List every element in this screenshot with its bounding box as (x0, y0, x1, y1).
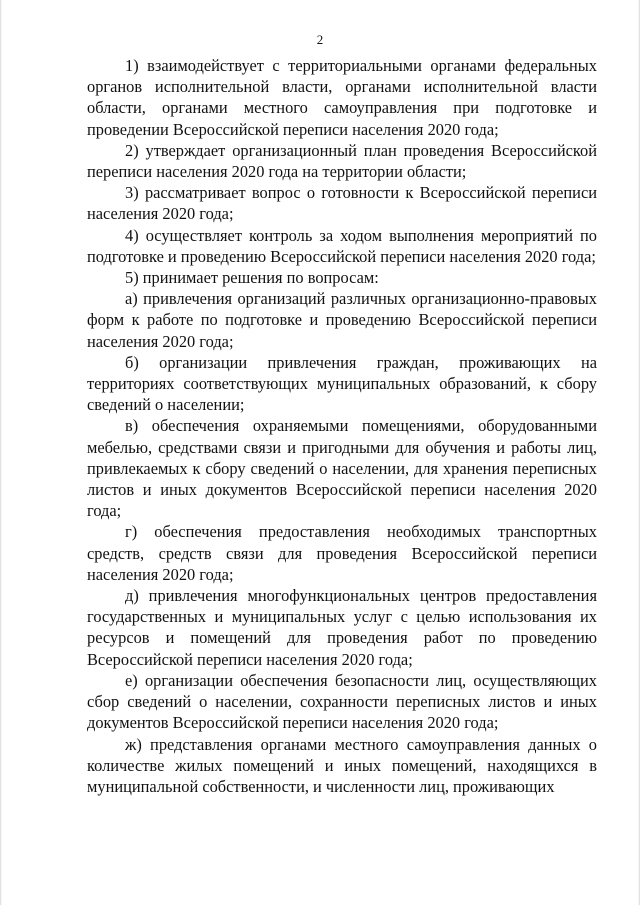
paragraph-item-3: 3) рассматривает вопрос о готовности к Всероссийской переписи населения 2020 года; (87, 183, 597, 224)
page-number: 2 (316, 32, 324, 47)
paragraph-item-5: 5) принимает решения по вопросам: (125, 268, 379, 288)
scan-edge-left (0, 0, 2, 905)
paragraph-item-1: 1) взаимодействует с территориальными органами федеральных органов исполнительной власти, органами исполнительной власти области, органами местного самоуправления при подготовке и проведении Всероссийской переписи населения 2020 года; (87, 56, 597, 139)
subitem-g: г) обеспечения предоставления необходимых транспортных средств, средств связи для проведения Всероссийской переписи населения 2020 года; (87, 522, 597, 584)
subitem-b: б) организации привлечения граждан, проживающих на территориях соответствующих муниципальных образований, к сбору сведений о населении; (87, 352, 597, 415)
paragraph-item-2: 2) утверждает организационный план проведения Всероссийской переписи населения 2020 года на территории области; (87, 140, 597, 182)
subitem-zh: ж) представления органами местного самоуправления данных о количестве жилых помещений и иных помещений, находящихся в муниципальной собственности, и численности лиц, проживающих (87, 734, 597, 796)
subitem-e: е) организации обеспечения безопасности лиц, осуществляющих сбор сведений о населении, сохранности переписных листов и иных документов Всероссийской переписи населения 2020 года; (87, 670, 597, 733)
subitem-d: д) привлечения многофункциональных центров предоставления государственных и муниципальных услуг с целью использования их ресурсов и помещений для проведения работ по проведению Всероссийской переписи населения 2020 года; (87, 586, 597, 669)
subitem-v: в) обеспечения охраняемыми помещениями, оборудованными мебелью, средствами связи и пригодными для обучения и работы лиц, привлекаемых к сбору сведений о населении, для хранения переписных листов и иных документов Всероссийской переписи населения 2020 года; (87, 416, 597, 521)
paragraph-item-4: 4) осуществляет контроль за ходом выполнения мероприятий по подготовке и проведению Всероссийской переписи населения 2020 года; (87, 225, 597, 266)
document-body (87, 55, 597, 797)
subitem-a: а) привлечения организаций различных организационно-правовых форм к работе по подготовке и проведению Всероссийской переписи населения 2020 года; (87, 289, 597, 351)
